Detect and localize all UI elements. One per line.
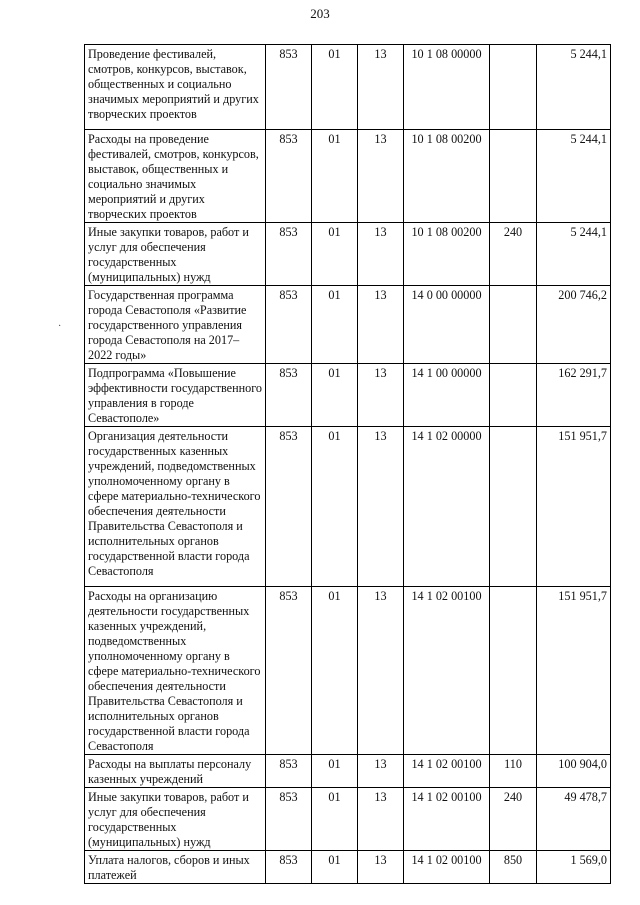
cell-name: Расходы на организацию деятельности государственных казенных учреждений, подведомственных уполномоченному органу в сфере материально-технического обеспечения деятельности Правительства Севастополя и исполнительных органов государственной власти города Севастополя xyxy=(85,587,266,755)
cell-section: 01 xyxy=(312,130,358,223)
cell-expense-type xyxy=(490,286,537,364)
cell-name: Государственная программа города Севастополя «Развитие государственного управления города Севастополя на 2017–2022 годы» xyxy=(85,286,266,364)
cell-amount: 5 244,1 xyxy=(537,45,611,130)
cell-target-article: 10 1 08 00200 xyxy=(404,223,490,286)
cell-name: Проведение фестивалей, смотров, конкурсов, выставок, общественных и социально значимых мероприятий и других творческих проектов xyxy=(85,45,266,130)
budget-table xyxy=(84,44,611,884)
cell-expense-type xyxy=(490,587,537,755)
table-row xyxy=(85,851,611,884)
cell-target-article: 10 1 08 00000 xyxy=(404,45,490,130)
cell-amount: 151 951,7 xyxy=(537,427,611,587)
stray-mark: · xyxy=(58,321,62,332)
cell-amount: 200 746,2 xyxy=(537,286,611,364)
cell-target-article: 10 1 08 00200 xyxy=(404,130,490,223)
cell-subsection: 13 xyxy=(358,45,404,130)
cell-expense-type: 240 xyxy=(490,223,537,286)
cell-name: Иные закупки товаров, работ и услуг для обеспечения государственных (муниципальных) нужд xyxy=(85,788,266,851)
cell-expense-type xyxy=(490,45,537,130)
cell-ministry: 853 xyxy=(266,587,312,755)
cell-subsection: 13 xyxy=(358,587,404,755)
table-body xyxy=(85,45,611,884)
cell-target-article: 14 1 02 00000 xyxy=(404,427,490,587)
cell-expense-type: 110 xyxy=(490,755,537,788)
cell-subsection: 13 xyxy=(358,286,404,364)
table-row xyxy=(85,286,611,364)
table-row xyxy=(85,45,611,130)
cell-section: 01 xyxy=(312,427,358,587)
cell-section: 01 xyxy=(312,851,358,884)
cell-ministry: 853 xyxy=(266,788,312,851)
page-number: 203 xyxy=(310,6,330,21)
cell-ministry: 853 xyxy=(266,130,312,223)
cell-name: Расходы на выплаты персоналу казенных учреждений xyxy=(85,755,266,788)
cell-expense-type: 240 xyxy=(490,788,537,851)
cell-ministry: 853 xyxy=(266,45,312,130)
table-row xyxy=(85,223,611,286)
cell-amount: 162 291,7 xyxy=(537,364,611,427)
cell-ministry: 853 xyxy=(266,286,312,364)
cell-name: Организация деятельности государственных казенных учреждений, подведомственных уполномоченному органу в сфере материально-технического обеспечения деятельности Правительства Севастополя и исполнительных органов государственной власти города Севастополя xyxy=(85,427,266,587)
cell-ministry: 853 xyxy=(266,427,312,587)
cell-target-article: 14 1 02 00100 xyxy=(404,755,490,788)
cell-amount: 5 244,1 xyxy=(537,223,611,286)
cell-section: 01 xyxy=(312,286,358,364)
cell-amount: 49 478,7 xyxy=(537,788,611,851)
cell-target-article: 14 1 02 00100 xyxy=(404,851,490,884)
cell-expense-type xyxy=(490,130,537,223)
cell-target-article: 14 1 02 00100 xyxy=(404,587,490,755)
cell-amount: 100 904,0 xyxy=(537,755,611,788)
cell-subsection: 13 xyxy=(358,364,404,427)
cell-ministry: 853 xyxy=(266,755,312,788)
cell-subsection: 13 xyxy=(358,223,404,286)
table-row xyxy=(85,130,611,223)
table-row xyxy=(85,788,611,851)
cell-subsection: 13 xyxy=(358,427,404,587)
cell-section: 01 xyxy=(312,45,358,130)
cell-subsection: 13 xyxy=(358,788,404,851)
cell-subsection: 13 xyxy=(358,851,404,884)
cell-amount: 151 951,7 xyxy=(537,587,611,755)
cell-section: 01 xyxy=(312,223,358,286)
cell-ministry: 853 xyxy=(266,851,312,884)
cell-ministry: 853 xyxy=(266,223,312,286)
cell-section: 01 xyxy=(312,788,358,851)
cell-name: Уплата налогов, сборов и иных платежей xyxy=(85,851,266,884)
cell-name: Подпрограмма «Повышение эффективности государственного управления в городе Севастополе» xyxy=(85,364,266,427)
table-row xyxy=(85,364,611,427)
cell-target-article: 14 1 02 00100 xyxy=(404,788,490,851)
cell-target-article: 14 1 00 00000 xyxy=(404,364,490,427)
table-row xyxy=(85,587,611,755)
cell-section: 01 xyxy=(312,364,358,427)
cell-target-article: 14 0 00 00000 xyxy=(404,286,490,364)
cell-subsection: 13 xyxy=(358,755,404,788)
cell-expense-type xyxy=(490,427,537,587)
cell-subsection: 13 xyxy=(358,130,404,223)
cell-expense-type: 850 xyxy=(490,851,537,884)
table-row xyxy=(85,755,611,788)
cell-amount: 1 569,0 xyxy=(537,851,611,884)
table-row xyxy=(85,427,611,587)
cell-amount: 5 244,1 xyxy=(537,130,611,223)
cell-expense-type xyxy=(490,364,537,427)
cell-name: Расходы на проведение фестивалей, смотров, конкурсов, выставок, общественных и социально значимых мероприятий и других творческих проектов xyxy=(85,130,266,223)
cell-section: 01 xyxy=(312,755,358,788)
cell-ministry: 853 xyxy=(266,364,312,427)
cell-name: Иные закупки товаров, работ и услуг для обеспечения государственных (муниципальных) нужд xyxy=(85,223,266,286)
cell-section: 01 xyxy=(312,587,358,755)
